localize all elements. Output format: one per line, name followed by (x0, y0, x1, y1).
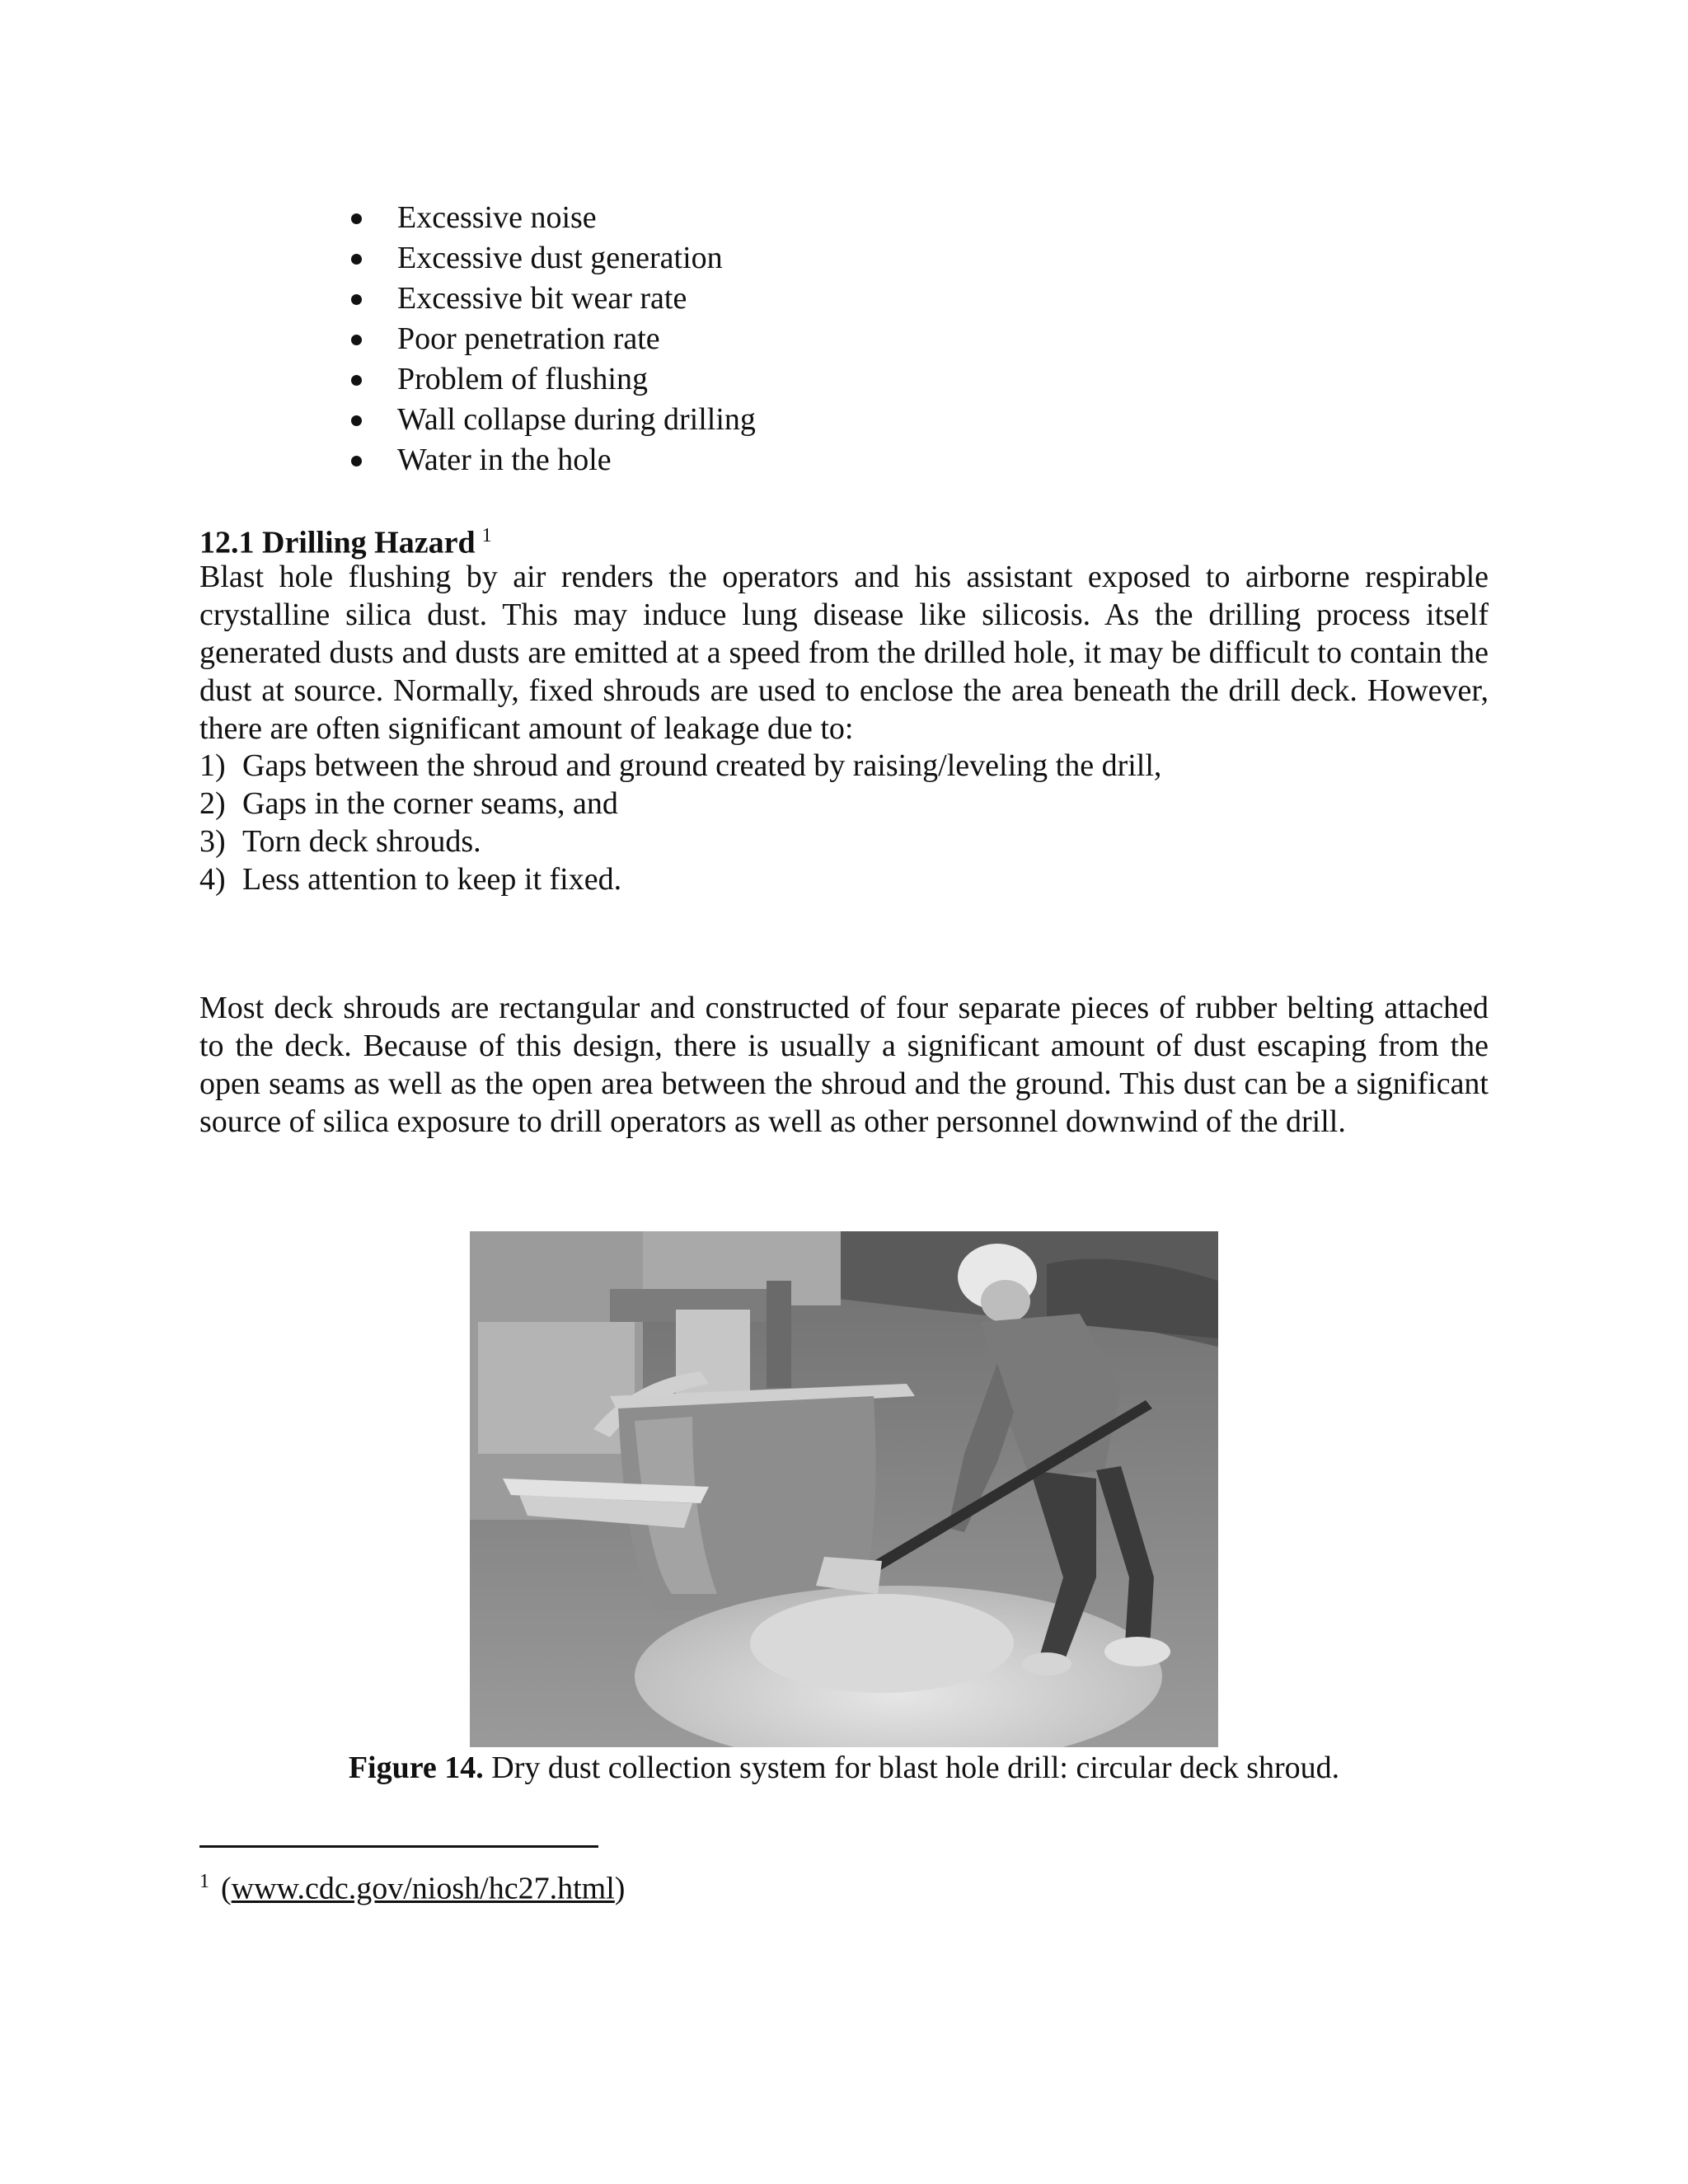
bullet-dot-icon (351, 415, 362, 426)
bullet-dot-icon (351, 213, 362, 224)
bullet-item (346, 279, 756, 319)
list-text: Gaps between the shroud and ground created by raising/leveling the drill, (242, 748, 1162, 783)
list-number: 2) (199, 786, 226, 821)
list-text: Gaps in the corner seams, and (242, 786, 618, 821)
list-number: 4) (199, 862, 226, 897)
list-item (199, 785, 1161, 823)
list-number: 3) (199, 824, 226, 859)
bullet-text: Excessive bit wear rate (397, 281, 687, 316)
list-number: 1) (199, 748, 226, 783)
bullet-dot-icon (351, 375, 362, 386)
list-item (199, 823, 1161, 860)
list-text: Less attention to keep it fixed. (242, 862, 622, 897)
list-item (199, 860, 1161, 898)
bullet-item (346, 238, 756, 279)
bullet-dot-icon (351, 335, 362, 345)
hazard-paragraph: Blast hole flushing by air renders the operators and his assistant exposed to airborne respirable crystalline silica dust. This may induce lung disease like silicosis. As the drilling process itself generated dusts and dusts are emitted at a speed from the drilled hole, it may be difficult to contain the dust at source. Normally, fixed shrouds are used to enclose the area beneath the drill deck. However, there are often significant amount of leakage due to: (199, 560, 1489, 746)
figure-label: Figure 14. (348, 1750, 484, 1785)
footnote-close-paren: ) (614, 1871, 626, 1906)
bullet-dot-icon (351, 456, 362, 466)
problem-bullet-list (346, 198, 756, 480)
footnote-reference[interactable]: 1 (481, 525, 492, 546)
footnote-link[interactable]: www.cdc.gov/niosh/hc27.html (231, 1871, 615, 1906)
bullet-item (346, 359, 756, 400)
drill-shroud-photo (470, 1231, 1218, 1747)
leakage-causes-list (199, 747, 1161, 898)
bullet-dot-icon (351, 254, 362, 265)
bullet-item (346, 198, 756, 238)
footnote-open-paren: ( (221, 1871, 232, 1906)
section-heading (199, 515, 492, 564)
bullet-dot-icon (351, 294, 362, 305)
figure-photo (470, 1231, 1218, 1747)
bullet-text: Water in the hole (397, 443, 612, 477)
bullet-text: Excessive noise (397, 200, 597, 235)
section-title: 12.1 Drilling Hazard (199, 525, 476, 560)
deck-shroud-paragraph: Most deck shrouds are rectangular and constructed of four separate pieces of rubber belting attached to the deck. Because of this design, there is usually a significant amount of dust escaping from the open seams as well as the open area between the shroud and the ground. This dust can be a significant source of silica exposure to drill operators as well as other personnel downwind of the drill. (199, 991, 1489, 1139)
bullet-text: Excessive dust generation (397, 241, 723, 275)
footnote-divider (199, 1845, 598, 1848)
bullet-text: Poor penetration rate (397, 321, 660, 356)
bullet-item (346, 440, 756, 480)
bullet-text: Problem of flushing (397, 362, 648, 396)
footnote-mark: 1 (199, 1871, 209, 1892)
footnote (199, 1861, 625, 1910)
list-item (199, 747, 1161, 785)
bullet-item (346, 400, 756, 440)
figure-caption (0, 1747, 1688, 1788)
list-text: Torn deck shrouds. (242, 824, 481, 859)
figure-caption-text: Dry dust collection system for blast hole drill: circular deck shroud. (491, 1750, 1340, 1785)
bullet-text: Wall collapse during drilling (397, 402, 756, 437)
bullet-item (346, 319, 756, 359)
